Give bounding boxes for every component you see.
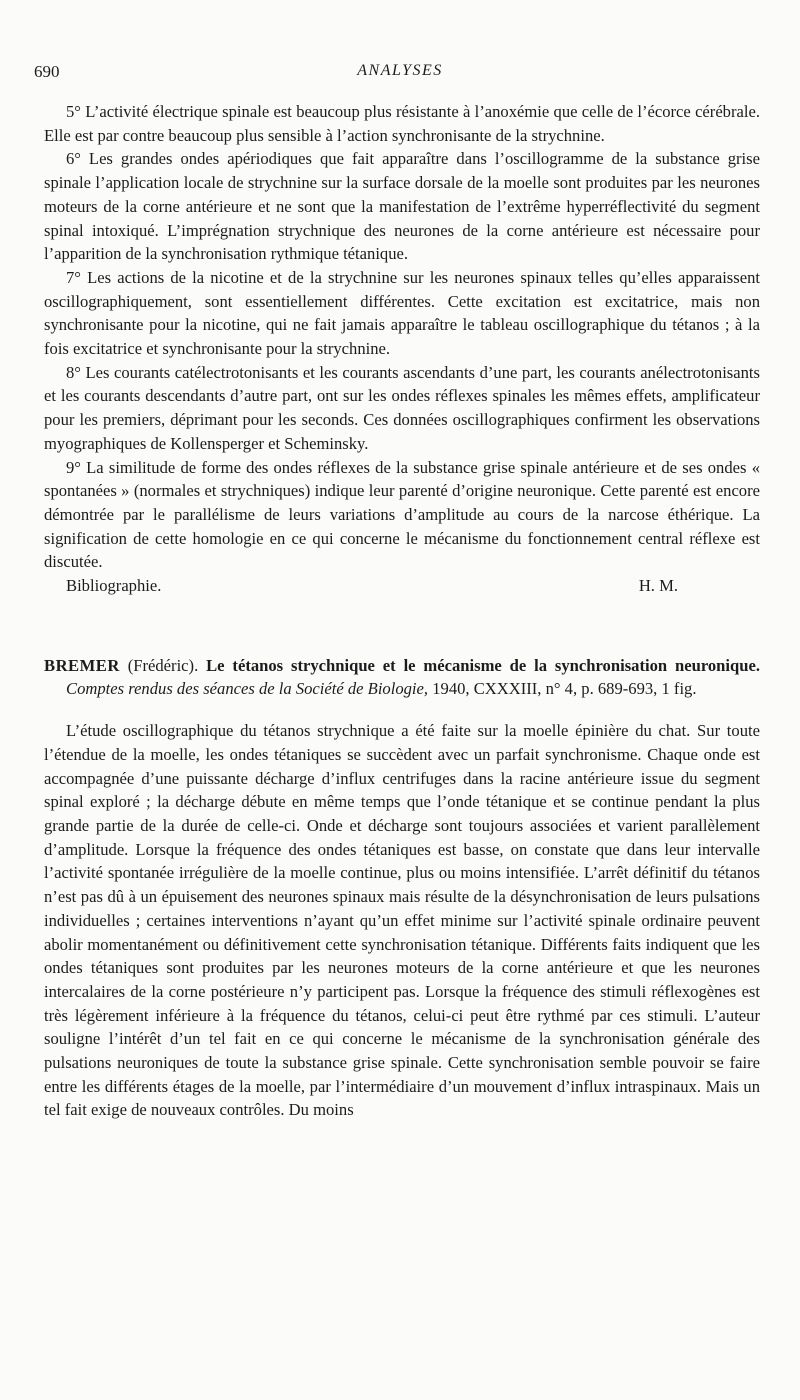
article-abstract: L’étude oscillographique du tétanos strychnique a été faite sur la moelle épinière du chat. Sur toute l’étendue de la moelle, les ondes tétaniques se succèdent avec un parfait synchronisme. Chaque onde est accompagnée d’une puissante décharge d’influx centrifuges dans la racine antérieure issue du segment spinal exploré ; la décharge débute en même temps que l’onde tétanique et se continue pendant la plus grande partie de la durée de celle-ci. Onde et décharge sont toujours associées et varient parallèlement d’amplitude. Lorsque la fréquence des ondes tétaniques est basse, on constate que dans leur intervalle l’activité spontanée irrégulière de la moelle continue, plus ou moins intensifiée. L’arrêt définitif du tétanos n’est pas dû à un épuisement des neurones spinaux mais résulte de la désynchronisation de leurs pulsations individuelles ; certaines interventions n’ayant qu’un effet minime sur l’activité spinale ordinaire peuvent abolir momentanément ou définitivement cette synchronisation tétanique. Différents faits indiquent que les ondes tétaniques sont produites par les neurones moteurs de la corne antérieure et que les neurones intercalaires de la corne postérieure n’y participent pas. Lorsque la fréquence des stimuli réflexogènes est très légèrement inférieure à la fréquence du tétanos, celui-ci peut être rythmé par ces stimuli. L’auteur souligne l’intérêt d’un tel fait en ce qui concerne le mécanisme de la synchronisation générale des pulsations neuroniques de toute la substance grise spinale. Cette synchronisation semble pouvoir se faire entre les différents étages de la moelle, par l’intermédiaire d’un mouvement d’influx intraspinaux. Mais un tel fait exige de nouveaux contrôles. Du moins [44, 721, 760, 1120]
article-reference [44, 654, 760, 701]
page-body [44, 100, 760, 1122]
conclusion-paragraph-8: 8° Les courants catélectrotonisants et les courants ascendants d’une part, les courants anélectrotonisants et les courants descendants d’autre part, ont sur les ondes réflexes spinales les mêmes effets, amplificateur pour les premiers, déprimant pour les seconds. Ces données oscillographiques confirment les observations myographiques de Kollensperger et Scheminsky. [44, 362, 760, 453]
conclusion-paragraph-5: 5° L’activité électrique spinale est beaucoup plus résistante à l’anoxémie que celle de l’écorce cérébrale. Elle est par contre beaucoup plus sensible à l’action synchronisante de la strychnine. [44, 102, 760, 145]
first-article-conclusion [44, 100, 760, 598]
reviewer-signature: H. M. [638, 576, 678, 596]
article-citation: 1940, CXXXIII, n° 4, p. 689-693, 1 fig. [432, 679, 697, 699]
bibliography-row [44, 574, 760, 598]
article-author-first-name: (Frédéric). [127, 655, 199, 675]
conclusion-paragraph-7: 7° Les actions de la nicotine et de la strychnine sur les neurones spinaux telles qu’elles apparaissent oscillographiquement, sont essentiellement différentes. Cette excitation est excitatrice, mais non synchronisante pour la nicotine, qui ne fait jamais apparaître le tableau oscillographique du tétanos ; à la fois excitatrice et synchronisante pour la strychnine. [44, 267, 760, 359]
article-title: Le tétanos strychnique et le mécanisme de la synchronisation neuronique. [206, 655, 760, 675]
conclusion-paragraph-9: 9° La similitude de forme des ondes réflexes de la substance grise spinale antérieure et de ses ondes « spontanées » (normales et strychniques) indique leur parenté d’origine neuronique. Cette parenté est encore démontrée par le parallélisme de leurs variations d’amplitude au cours de la narcose éthérique. La signification de cette homologie en ce qui concerne le mécanisme du fonctionnement central réflexe est discutée. [44, 457, 760, 572]
second-article [44, 654, 760, 1122]
article-author: BREMER [44, 655, 120, 675]
section-spacer [44, 598, 760, 654]
reference-spacer [44, 701, 760, 719]
page-number: 690 [34, 62, 60, 81]
article-journal: Comptes rendus des séances de la Société de Biologie, [66, 679, 429, 699]
bibliography-label: Bibliographie. [66, 576, 162, 596]
page-header [0, 62, 800, 86]
running-head: ANALYSES [357, 62, 443, 79]
conclusion-paragraph-6: 6° Les grandes ondes apériodiques que fait apparaître dans l’oscillogramme de la substance grise spinale l’application locale de strychnine sur la surface dorsale de la moelle sont produites par les neurones moteurs de la corne antérieure et ne sont que la manifestation de l’extrême hyperréflectivité du segment spinal intoxiqué. L’imprégnation strychnique des neurones de la corne antérieure est nécessaire pour l’apparition de la synchronisation rythmique tétanique. [44, 149, 760, 264]
